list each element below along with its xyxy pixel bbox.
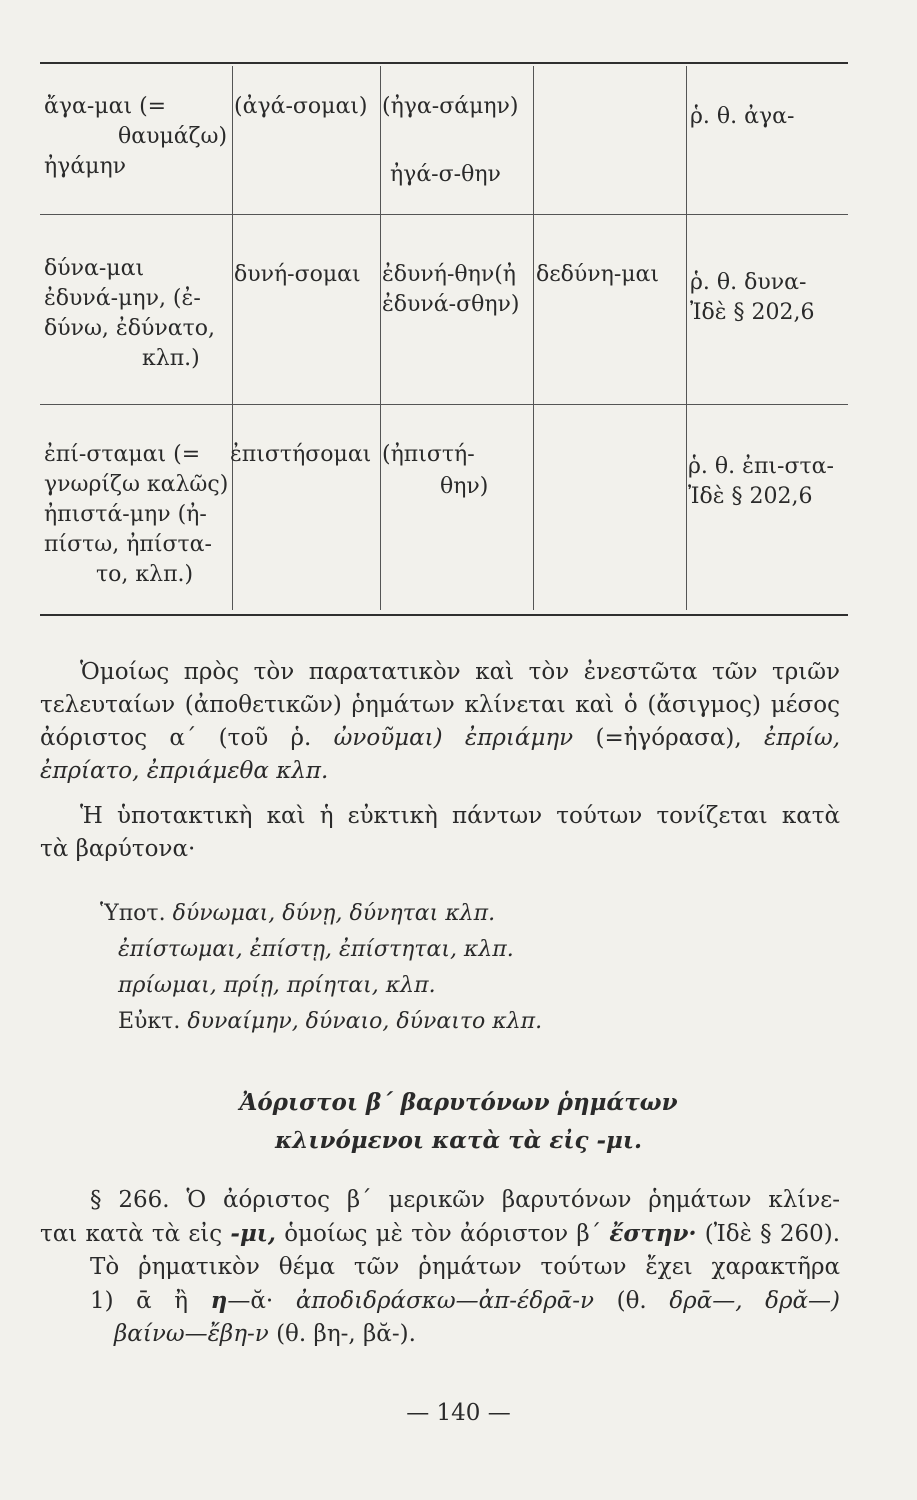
table-row-1-col-1-line-3: ἠγάμην xyxy=(44,154,127,179)
paragraph-line: τὰ βαρύτονα· xyxy=(40,836,196,862)
text-run: (θ. βη-, βᾰ-). xyxy=(276,1321,416,1347)
table-row-2-col-4: δεδύνη-μαι xyxy=(536,262,660,287)
section-heading-line-1: Ἀόριστοι β΄ βαρυτόνων ῥημάτων xyxy=(239,1089,678,1116)
text-run: ται κατὰ τὰ εἰς xyxy=(40,1221,223,1247)
table-row-3-col-3-line-1: (ἠπιστή- xyxy=(382,442,475,467)
table-row-1-col-1-line-2: θαυμάζω) xyxy=(118,124,228,149)
text-run: ἀόριστος α΄ (τοῦ ῥ. xyxy=(40,725,312,751)
table-row-2-col-3-line-2: ἐδυνά-σθην) xyxy=(382,292,520,317)
italic-text-run: δρᾱ—, δρᾰ—) xyxy=(669,1288,840,1314)
column-divider xyxy=(533,66,534,610)
paragraph-line xyxy=(40,1318,840,1351)
italic-text-run: ἐπρίω, xyxy=(763,725,841,751)
section-266 xyxy=(40,1184,840,1351)
paragraph-line: § 266. Ὁ ἀόριστος β΄ μερικῶν βαρυτόνων ῥημάτων κλίνε- xyxy=(90,1187,840,1213)
bold-text-run: -μι, xyxy=(230,1220,276,1247)
example-text: δυναίμην, δύναιο, δύναιτο κλπ. xyxy=(187,1009,543,1034)
example-text: δύνωμαι, δύνῃ, δύνηται κλπ. xyxy=(172,901,496,926)
paragraph-line xyxy=(40,1217,840,1251)
table-row-2-col-5-line-2: Ἰδὲ § 202,6 xyxy=(690,300,815,325)
table-row-3-col-1-line-2: γνωρίζω καλῶς) xyxy=(44,472,229,497)
table-row-2-col-2: δυνή-σομαι xyxy=(234,262,361,287)
paragraph-line: Ἡ ὑποτακτικὴ καὶ ἡ εὐκτικὴ πάντων τούτων τονίζεται κατὰ xyxy=(80,803,840,829)
table-row-3-col-2: ἐπιστήσομαι xyxy=(230,442,372,467)
table-row-2-col-1-line-1: δύνα-μαι xyxy=(44,256,145,281)
table-row-1-col-3-line-2: ἠγά-σ-θην xyxy=(390,162,501,187)
table-row-2-col-1-line-2: ἐδυνά-μην, (ἐ- xyxy=(44,286,201,311)
column-divider xyxy=(686,66,687,610)
paragraph-middle-aorist xyxy=(40,656,840,788)
table-row-2-col-1-line-3: δύνω, ἐδύνατο, xyxy=(44,316,215,341)
table-row-1-col-3-line-1: (ἠγα-σάμην) xyxy=(382,94,519,119)
bold-text-run: η xyxy=(210,1287,228,1314)
text-run: 1) ᾱ ἢ xyxy=(90,1288,189,1314)
paragraph-subjunctive-optative xyxy=(40,800,840,866)
example-line-3: πρίωμαι, πρίῃ, πρίηται, κλπ. xyxy=(118,973,436,998)
paragraph-line xyxy=(40,1284,840,1318)
text-run: ὁμοίως μὲ τὸν ἀόριστον β΄ xyxy=(284,1221,602,1247)
table-row-2-col-5-line-1: ῥ. θ. δυνα- xyxy=(690,270,807,295)
example-line-2: ἐπίστωμαι, ἐπίστῃ, ἐπίστηται, κλπ. xyxy=(118,937,514,962)
table-row-3-col-3-line-2: θην) xyxy=(440,474,489,499)
example-line-1 xyxy=(100,898,495,929)
example-line-4 xyxy=(118,1006,542,1037)
column-divider xyxy=(380,66,381,610)
table-row-2-col-1-line-4: κλπ.) xyxy=(142,346,200,371)
text-run: —ᾰ· xyxy=(227,1288,274,1314)
example-label: Εὐκτ. xyxy=(118,1009,181,1034)
page-number: — 140 — xyxy=(406,1400,511,1426)
example-label: Ὑποτ. xyxy=(100,901,166,926)
column-divider xyxy=(232,66,233,610)
table-top-rule xyxy=(40,62,848,64)
text-run: (Ἰδὲ § 260). xyxy=(704,1221,841,1247)
text-run: (θ. xyxy=(616,1288,647,1314)
section-heading-line-2: κλινόμενοι κατὰ τὰ εἰς -μι. xyxy=(275,1127,642,1154)
italic-text-run: ὠνοῦμαι) ἐπριάμην xyxy=(333,725,574,751)
table-row-1-col-2: (ἀγά-σομαι) xyxy=(234,94,368,119)
italic-text-run: ἀποδιδράσκω—ἀπ-έδρᾱ-ν xyxy=(295,1288,595,1314)
row-divider xyxy=(40,214,848,215)
table-row-3-col-5-line-2: Ἰδὲ § 202,6 xyxy=(688,484,813,509)
paragraph-line xyxy=(40,722,840,755)
table-row-3-col-1-line-5: το, κλπ.) xyxy=(96,562,194,587)
table-row-3-col-1-line-4: πίστω, ἠπίστα- xyxy=(44,532,212,557)
text-run: (=ἠγόρασα), xyxy=(595,725,742,751)
table-row-1-col-5: ῥ. θ. ἀγα- xyxy=(690,104,795,129)
row-divider xyxy=(40,404,848,405)
paragraph-line: Τὸ ῥηματικὸν θέμα τῶν ῥημάτων τούτων ἔχει χαρακτῆρα xyxy=(90,1254,840,1280)
italic-text-run: βαίνω—ἔβη-ν xyxy=(114,1321,269,1347)
paragraph-line: ἐπρίατο, ἐπριάμεθα κλπ. xyxy=(40,758,329,784)
paragraph-line: Ὁμοίως πρὸς τὸν παρατατικὸν καὶ τὸν ἐνεστῶτα τῶν τριῶν xyxy=(80,659,840,685)
table-row-3-col-5-line-1: ῥ. θ. ἐπι-στα- xyxy=(688,454,834,479)
table-row-3-col-1-line-1: ἐπί-σταμαι (= xyxy=(44,442,201,467)
table-bottom-rule xyxy=(40,614,848,616)
paragraph-line: τελευταίων (ἀποθετικῶν) ῥημάτων κλίνεται καὶ ὁ (ἄσιγμος) μέσος xyxy=(40,692,840,718)
table-row-2-col-3-line-1: ἐδυνή-θην(ἠ xyxy=(382,262,516,287)
table-row-1-col-1-line-1: ἄγα-μαι (= xyxy=(44,94,167,119)
table-row-3-col-1-line-3: ἠπιστά-μην (ἠ- xyxy=(44,502,207,527)
bold-text-run: ἔστην· xyxy=(609,1220,697,1247)
